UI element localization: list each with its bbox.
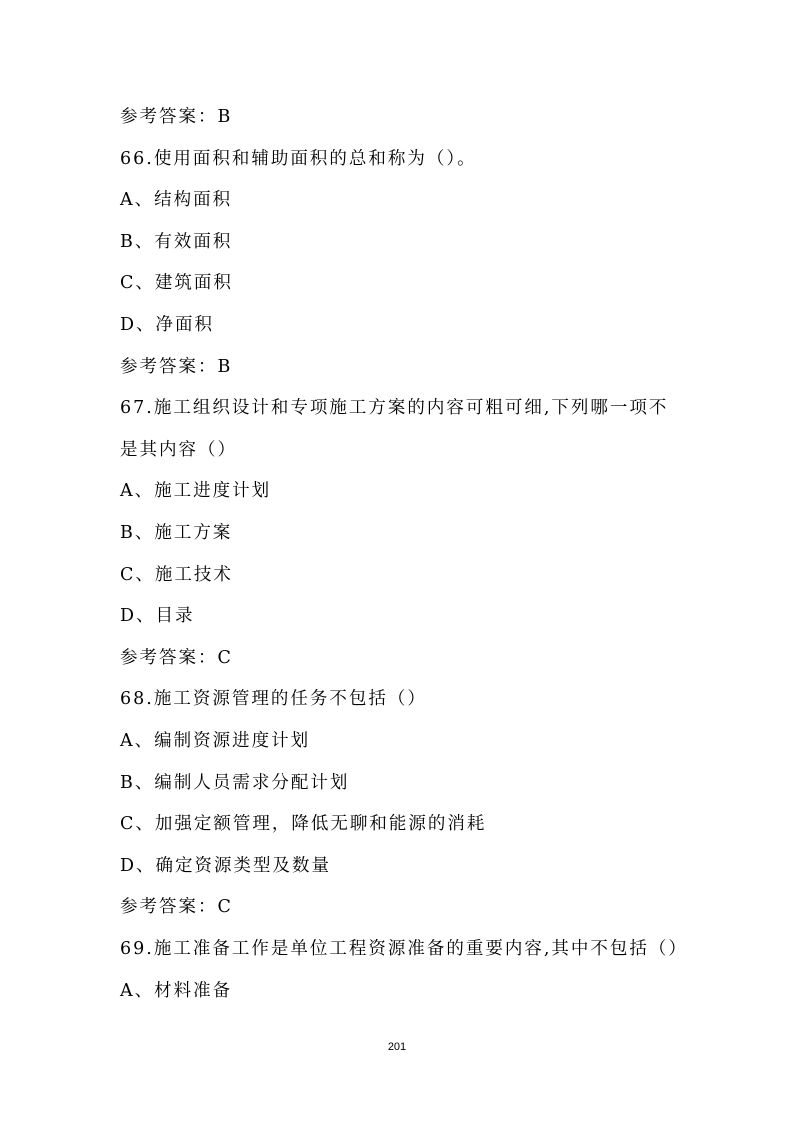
option-66-c: C、建筑面积	[120, 273, 233, 293]
question-66: 66.使用面积和辅助面积的总和称为（）。	[120, 149, 477, 169]
option-67-c: C、施工技术	[120, 565, 233, 585]
question-68: 68.施工资源管理的任务不包括（）	[120, 689, 427, 709]
page-number: 201	[387, 1041, 407, 1053]
question-67-line-2: 是其内容（）	[120, 440, 237, 460]
option-66-d: D、净面积	[120, 315, 215, 335]
option-68-c: C、加强定额管理，降低无聊和能源的消耗	[120, 814, 487, 834]
answer-68: 参考答案：C	[120, 897, 233, 917]
option-68-a: A、编制资源进度计划	[120, 731, 311, 751]
option-68-d: D、确定资源类型及数量	[120, 856, 332, 876]
question-67-line-1: 67.施工组织设计和专项施工方案的内容可粗可细,下列哪一项不	[120, 398, 669, 418]
option-68-b: B、编制人员需求分配计划	[120, 773, 350, 793]
option-67-d: D、目录	[120, 606, 195, 626]
option-67-b: B、施工方案	[120, 523, 233, 543]
option-67-a: A、施工进度计划	[120, 481, 272, 501]
answer-65: 参考答案：B	[120, 107, 233, 127]
question-69: 69.施工准备工作是单位工程资源准备的重要内容,其中不包括（）	[120, 939, 688, 959]
option-66-a: A、结构面积	[120, 190, 233, 210]
answer-66: 参考答案：B	[120, 357, 233, 377]
option-69-a: A、材料准备	[120, 981, 233, 1001]
option-66-b: B、有效面积	[120, 232, 233, 252]
answer-67: 参考答案：C	[120, 648, 233, 668]
